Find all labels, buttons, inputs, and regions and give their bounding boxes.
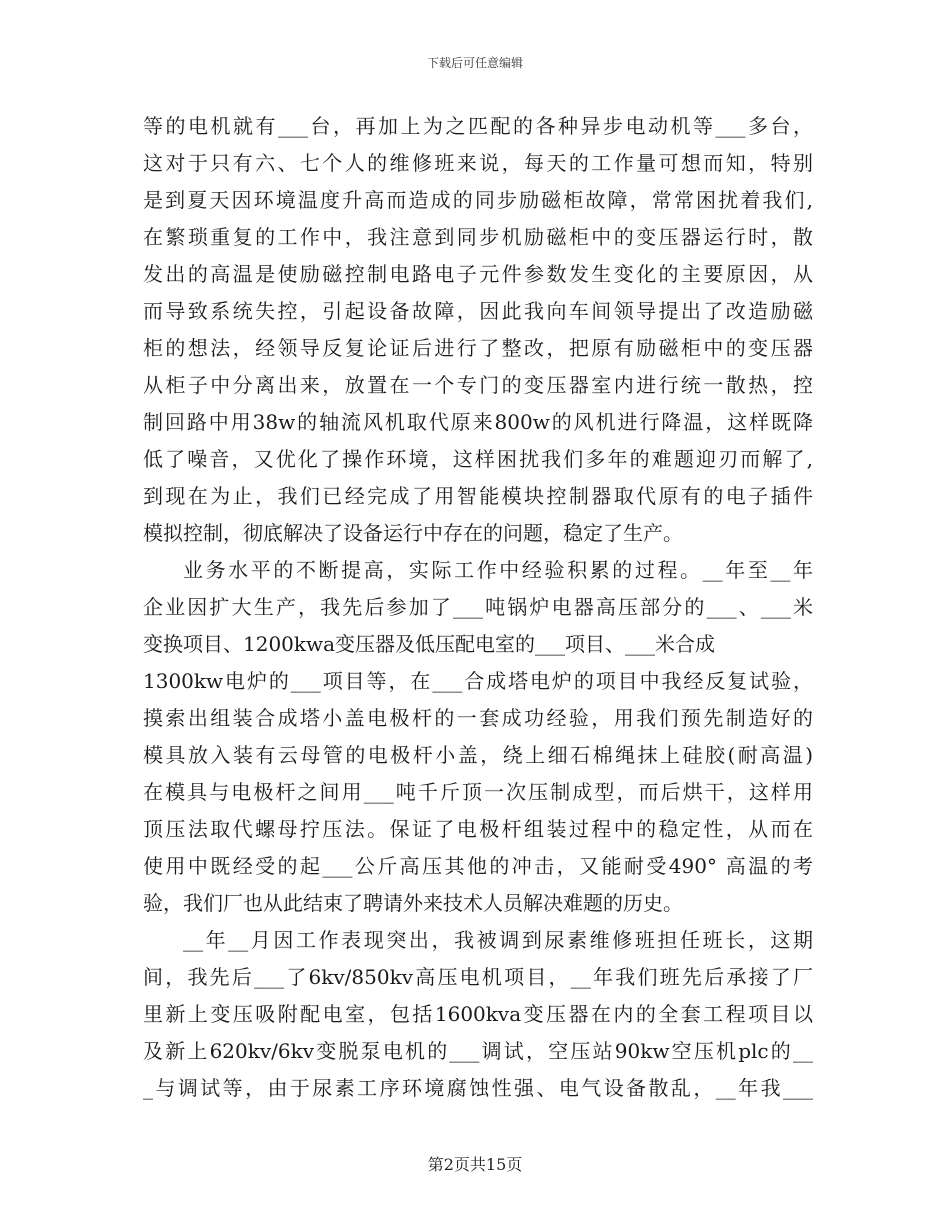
text-line: 变换项目、1200kwa变压器及低压配电室的___项目、___米合成 <box>143 632 716 656</box>
document-body <box>143 108 813 1107</box>
text-line: 企业因扩大生产，我先后参加了___吨锅炉电器高压部分的___、___米 <box>143 595 813 619</box>
text-line: 在繁琐重复的工作中，我注意到同步机励磁柜中的变压器运行时，散 <box>143 225 813 249</box>
text-line: 柜的想法，经领导反复论证后进行了整改，把原有励磁柜中的变压器 <box>143 336 813 360</box>
text-line: 从柜子中分离出来，放置在一个专门的变压器室内进行统一散热，控 <box>143 373 813 397</box>
page-number: 第2页共15页 <box>427 1155 523 1174</box>
text-line: _与调试等，由于尿素工序环境腐蚀性强、电气设备散乱，__年我___ <box>143 1076 813 1100</box>
paragraph-first-line: 业务水平的不断提高，实际工作中经验积累的过程。__年至__年 <box>183 558 813 582</box>
text-line: 制回路中用38w的轴流风机取代原来800w的风机进行降温，这样既降 <box>143 410 813 434</box>
text-line: 使用中既经受的起___公斤高压其他的冲击，又能耐受490° 高温的考 <box>143 854 813 878</box>
text-line: 这对于只有六、七个人的维修班来说，每天的工作量可想而知，特别 <box>143 151 813 175</box>
text-line: 里新上变压吸附配电室，包括1600kva变压器在内的全套工程项目以 <box>143 1002 813 1026</box>
text-line: 顶压法取代螺母拧压法。保证了电极杆组装过程中的稳定性，从而在 <box>143 817 813 841</box>
text-line: 是到夏天因环境温度升高而造成的同步励磁柜故障，常常困扰着我们, <box>143 188 813 212</box>
text-line: 间，我先后___了6kv/850kv高压电机项目，__年我们班先后承接了厂 <box>143 965 813 989</box>
text-line: 模具放入装有云母管的电极杆小盖，绕上细石棉绳抹上硅胶(耐高温) <box>143 743 813 767</box>
text-line: 在模具与电极杆之间用___吨千斤顶一次压制成型，而后烘干，这样用 <box>143 780 813 804</box>
page-header: 下载后可任意编辑 <box>426 56 523 70</box>
text-line: 而导致系统失控，引起设备故障，因此我向车间领导提出了改造励磁 <box>143 299 813 323</box>
text-line: 摸索出组装合成塔小盖电极杆的一套成功经验，用我们预先制造好的 <box>143 706 813 730</box>
text-line: 低了噪音，又优化了操作环境，这样困扰我们多年的难题迎刃而解了, <box>143 447 813 471</box>
text-line: 1300kw电炉的___项目等，在___合成塔电炉的项目中我经反复试验， <box>143 669 813 693</box>
text-line: 到现在为止，我们已经完成了用智能模块控制器取代原有的电子插件 <box>143 484 813 508</box>
text-line: 及新上620kv/6kv变脱泵电机的___调试，空压站90kw空压机plc的__ <box>143 1039 813 1063</box>
text-line: 发出的高温是使励磁控制电路电子元件参数发生变化的主要原因，从 <box>143 262 813 286</box>
text-line: 模拟控制，彻底解决了设备运行中存在的问题，稳定了生产。 <box>143 521 683 545</box>
paragraph-first-line: __年__月因工作表现突出，我被调到尿素维修班担任班长，这期 <box>183 928 813 952</box>
text-line: 等的电机就有___台，再加上为之匹配的各种异步电动机等___多台， <box>143 114 813 138</box>
text-line: 验，我们厂也从此结束了聘请外来技术人员解决难题的历史。 <box>143 891 683 915</box>
